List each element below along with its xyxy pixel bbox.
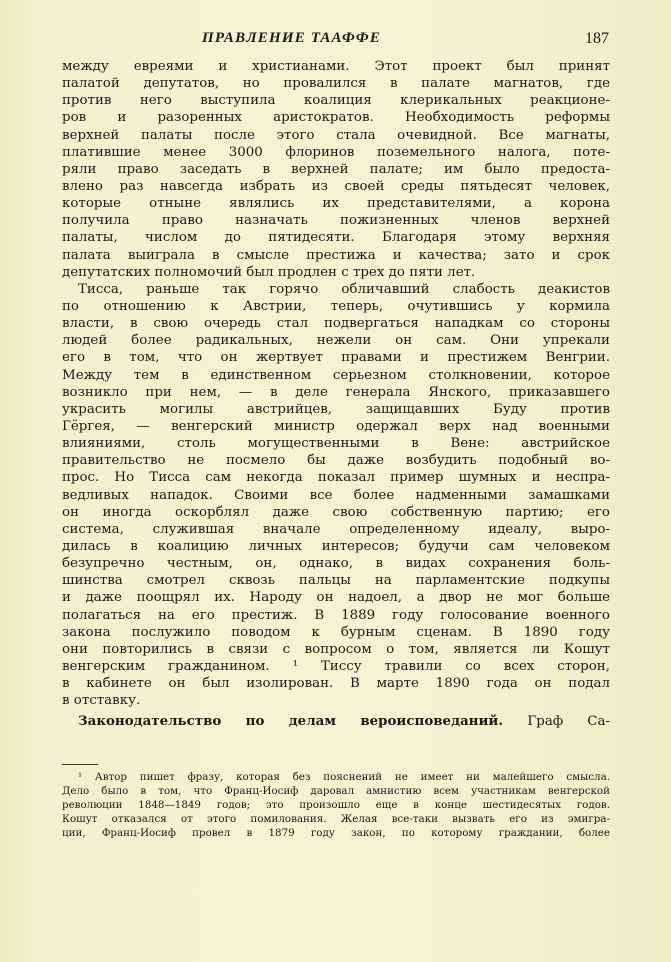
text-line: власти, в свою очередь стал подвергаться нападкам со стороны [62, 316, 610, 332]
text-line: получила право назначать пожизненных членов верхней [62, 213, 610, 229]
text-line: в кабинете он был изолирован. В марте 1890 года он подал [62, 676, 610, 692]
text-line: верхней палаты после этого стала очевидной. Все магнаты, [62, 127, 610, 143]
text-line: которые отныне являлись их представителями, а корона [62, 196, 610, 212]
text-line: полагаться на его престиж. В 1889 году голосование военного [62, 607, 610, 623]
text-line: платившие менее 3000 флоринов поземельного налога, поте- [62, 144, 610, 160]
footnote-line: Дело было в том, что Франц-Иосиф даровал амнистию всем участникам венгерской [62, 785, 610, 797]
text-line: закона послужило поводом к бурным сценам. В 1890 году [62, 624, 610, 640]
main-text [62, 58, 610, 730]
footnote-line: ции, Франц-Иосиф провел в 1879 году закон, по которому граждании, более [62, 827, 610, 839]
footnote-line: ¹ Автор пишет фразу, которая без пояснений не имеет ни малейшего смысла. [78, 771, 610, 783]
text-line: и даже поощрял их. Народу он надоел, а двор не мог больше [62, 590, 610, 606]
footnote [62, 770, 610, 840]
text-line: его в том, что он жертвует правами и престижем Венгрии. [62, 350, 610, 366]
text-line: шинства смотрел сквозь пальцы на парламентские подкупы [62, 573, 610, 589]
text-line: против него выступила коалиция клерикальных реакционе- [62, 93, 610, 109]
page-number: 187 [585, 30, 609, 47]
text-line: в отставку. [62, 693, 141, 709]
text-line: дилась в коалицию личных интересов; будучи сам человеком [62, 538, 610, 554]
text-line: ведливых нападок. Своими все более надменными замашками [62, 487, 610, 503]
text-line: между евреями и христианами. Этот проект был принят [62, 59, 610, 74]
text-line: людей более радикальных, нежели он сам. Они упрекали [62, 333, 610, 349]
text-line: Между тем в единственном серьезном столкновении, которое [62, 367, 610, 383]
footnote-divider [62, 764, 98, 765]
text-line: влияниями, столь могущественными в Вене: австрийское [62, 436, 610, 452]
text-line: влено раз навсегда избрать из своей среды пятьдесят человек, [62, 178, 610, 194]
text-line: палаты, числом до пятидесяти. Благодаря этому верхняя [62, 230, 610, 246]
footnote-line: Кошут отказался от этого помилования. Желая все-таки вызвать его из эмигра- [62, 813, 610, 825]
text-line: по отношению к Австрии, теперь, очутившись у кормила [62, 298, 610, 314]
text-line: венгерским гражданином. ¹ Тиссу травили со всех сторон, [62, 658, 610, 674]
page-header [62, 30, 609, 52]
text-line: он иногда оскорблял даже свою собственную партию; его [62, 504, 610, 520]
text-line: ряли право заседать в верхней палате; им было предоста- [62, 161, 610, 177]
text-line: безупречно честным, он, однако, в видах сохранения боль- [62, 556, 610, 572]
text-line: палата выиграла в смысле престижа и качества; зато и срок [62, 247, 610, 263]
section-continuation: Граф Са- [527, 714, 610, 730]
text-line: украсить могилы австрийцев, защищавших Буду против [62, 401, 610, 417]
text-line: они повторились в связи с вопросом о том, является ли Кошут [62, 641, 610, 657]
text-line: возникло при нем, — в деле генерала Янского, приказавшего [62, 384, 610, 400]
text-line: палатой депутатов, но провалился в палате магнатов, где [62, 76, 610, 92]
section-heading-line [62, 713, 610, 730]
text-line: депутатских полномочий был продлен с трех до пяти лет. [62, 264, 476, 280]
paragraph-first-line: Тисса, раньше так горячо обличавший слабость деакистов [78, 281, 610, 297]
footnote-line: революции 1848—1849 годов; это произошло еще в конце шестидесятых годов. [62, 799, 610, 811]
section-heading: Законодательство по делам вероисповеданий. [78, 713, 504, 730]
text-line: система, служившая вначале определенному идеалу, выро- [62, 521, 610, 537]
text-line: прос. Но Тисса сам некогда показал пример шумных и неспра- [62, 470, 610, 486]
running-title: ПРАВЛЕНИЕ ТААФФЕ [202, 30, 382, 46]
text-line: Гёргея, — венгерский министр одержал верх над военными [62, 418, 610, 434]
text-line: ров и разоренных аристократов. Необходимость реформы [62, 110, 610, 126]
text-line: правительство не посмело бы даже возбудить подобный во- [62, 453, 610, 469]
